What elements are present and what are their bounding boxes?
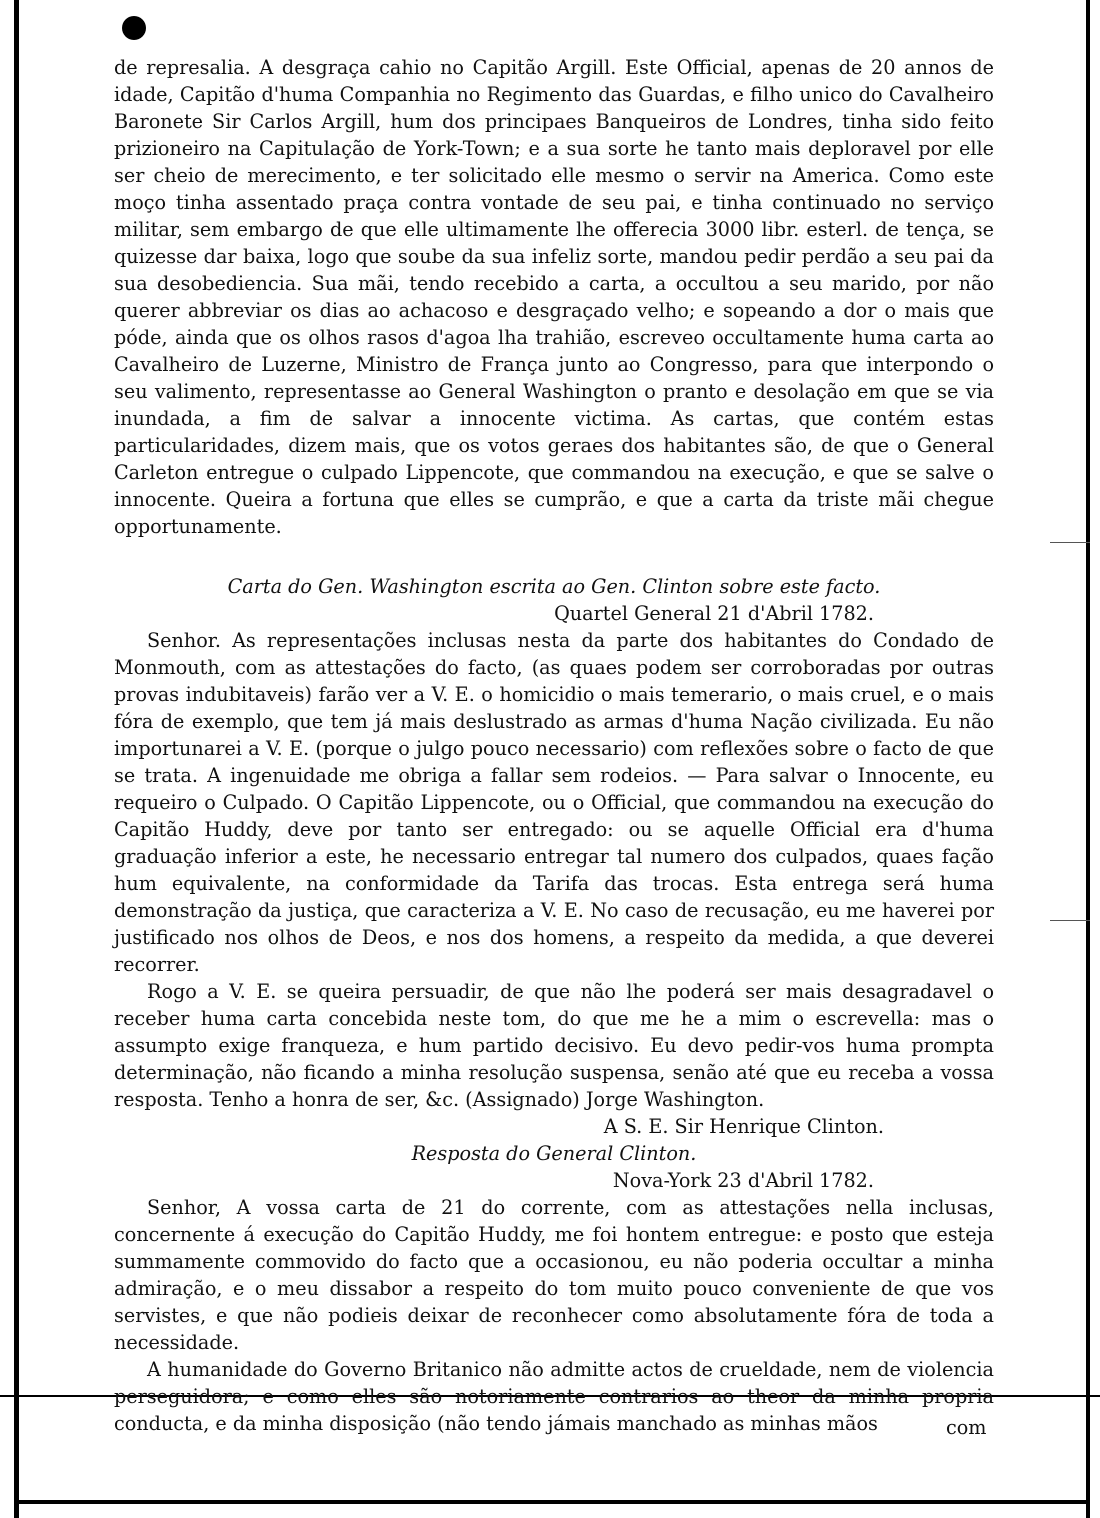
dateline: Nova-York 23 d'Abril 1782. [612, 1169, 874, 1192]
paragraph: A humanidade do Governo Britanico não admitte actos de crueldade, nem de violencia perseguidora; e como elles são notoriamente contrarios ao theor da minha propria conducta, e da minha disposição (não tendo jámais manchado as minhas mãos [114, 1358, 994, 1435]
paragraph: Senhor. As representações inclusas nesta da parte dos habitantes do Condado de Monmouth, com as attestações do facto, (as quaes podem ser corroboradas por outras provas indubitaveis) farão ver a V. E. o homicidio o mais temerario, o mais cruel, e o mais fóra de exemplo, que tem já mais deslustrado as armas d'huma Nação civilizada. Eu não importunarei a V. E. (porque o julgo pouco necessario) com reflexões sobre o facto de que se trata. A ingenuidade me obriga a fallar sem rodeios. — Para salvar o Innocente, eu requeiro o Culpado. O Capitão Lippencote, ou o Official, que commandou na execução do Capitão Huddy, deve por tanto ser entregado: ou se aquelle Official era d'huma graduação inferior a este, he necessario entregar tal numero dos culpados, quaes fação hum equivalente, na conformidade da Tarifa das trocas. Esta entrega será huma demonstração da justiça, que caracteriza a V. E. No caso de recusação, eu me haverei por justificado nos olhos de Deos, e nos dos homens, a respeito da medida, a que deverei recorrer. [114, 629, 994, 976]
page-border-left [14, 0, 19, 1518]
paragraph: de represalia. A desgraça cahio no Capitão Argill. Este Official, apenas de 20 annos de idade, Capitão d'huma Companhia no Regimento das Guardas, e filho unico do Cavalheiro Baronete Sir Carlos Argill, hum dos principaes Banqueiros de Londres, tinha sido feito prizioneiro na Capitulação de York-Town; e a sua sorte he tanto mais deploravel por elle ser cheio de merecimento, e ter solicitado elle mesmo o servir na America. Como este moço tinha assentado praça contra vontade de seu pai, e tinha continuado no serviço militar, sem embargo de que elle ultimamente lhe offerecia 3000 libr. esterl. de tença, se quizesse dar baixa, logo que soube da sua infeliz sorte, mandou pedir perdão a seu pai da sua desobediencia. Sua mãi, tendo recebido a carta, a occultou a seu marido, por não querer abbreviar os dias ao achacoso e desgraçado velho; e sopeando a dor o mais que póde, ainda que os olhos rasos d'agoa lha trahião, escreveo occultamente huma carta ao Cavalheiro de Luzerne, Ministro de França junto ao Congresso, para que interpondo o seu valimento, representasse ao General Washington o pranto e desolação em que se via inundada, a fim de salvar a innocente victima. As cartas, que contém estas particularidades, dizem mais, que os votos geraes dos habitantes são, de que o General Carleton entregue o culpado Lippencote, que commandou na execução, e que se salve o innocente. Queira a fortuna que elles se cumprão, e que a carta da triste mãi chegue opportunamente. [114, 56, 994, 538]
margin-mark [1050, 920, 1090, 921]
page-border-bottom [14, 1500, 1090, 1504]
catchword: com [946, 1416, 987, 1439]
dateline: Quartel General 21 d'Abril 1782. [554, 602, 874, 625]
paragraph: Senhor, A vossa carta de 21 do corrente, com as attestações nella inclusas, concernente á execução do Capitão Huddy, me foi hontem entregue: e posto que esteja summamente commovido do facto que a occasionou, eu não poderia occultar a minha admiração, e o meu dissabor a respeito do tom muito pouco conveniente de que vos servistes, e que não podieis deixar de reconhecer como absolutamente fóra de toda a necessidade. [114, 1196, 994, 1354]
margin-mark [1050, 542, 1090, 543]
letter-heading: Resposta do General Clinton. [411, 1142, 697, 1165]
address-line: A S. E. Sir Henrique Clinton. [603, 1115, 884, 1138]
paragraph: Rogo a V. E. se queira persuadir, de que não lhe poderá ser mais desagradavel o receber huma carta concebida neste tom, do que me he a mim o escrevella: mas o assumpto exige franqueza, e hum partido decisivo. Eu devo pedir-vos huma prompta determinação, não ficando a minha resolução suspensa, senão até que eu receba a vossa resposta. Tenho a honra de ser, &c. (Assignado) Jorge Washington. [114, 980, 994, 1111]
letter-heading: Carta do Gen. Washington escrita ao Gen. Clinton sobre este facto. [227, 575, 881, 598]
ink-blot [122, 16, 146, 40]
page-text [114, 54, 994, 1437]
page-border-right [1086, 0, 1090, 1518]
